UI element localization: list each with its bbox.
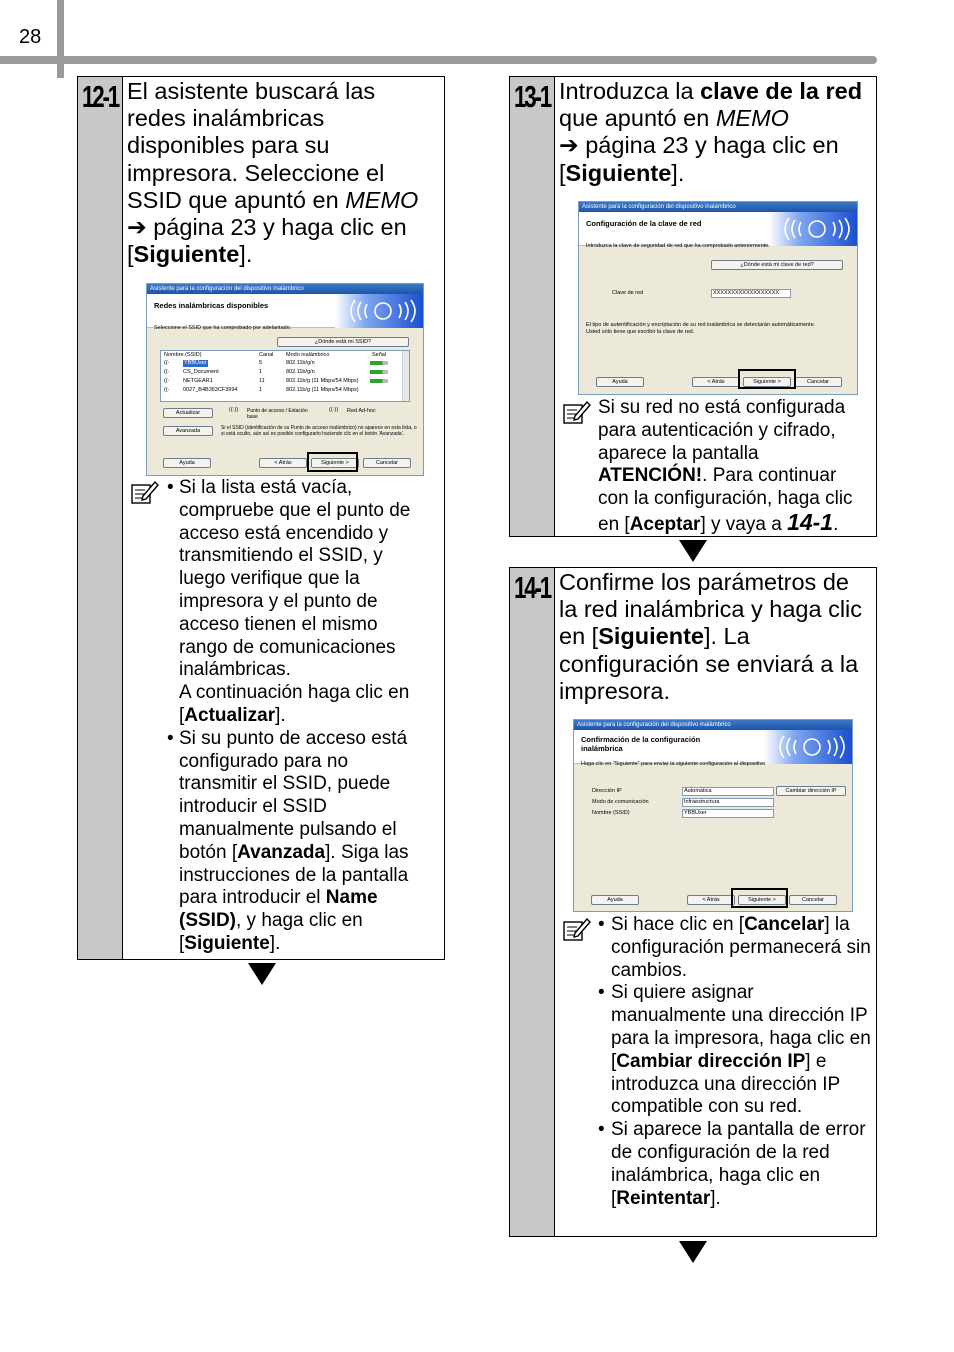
dialog-titlebar: Asistente para la configuración del dispositivo inalámbrico [147, 284, 423, 294]
step-tab [510, 77, 555, 536]
step-14-1-note [563, 914, 871, 1210]
dialog-header-title: Confirmación de la configuración inalámbrica [581, 735, 701, 753]
note-bullet: • Si su punto de acceso está configurado para no transmitir el SSID, puede introducir el SSID manualmente pulsando el botón [Avanzada]. Siga las instrucciones de la pantalla para introducir el Name (SSID), y haga clic en [Siguiente]. [167, 727, 409, 954]
header-vertical-rule [57, 0, 64, 78]
where-is-key-button[interactable]: ¿Dónde está mi clave de red? [711, 260, 843, 270]
row-mode: 802.11b/g (11 Mbps/54 Mbps) [286, 387, 359, 393]
dialog-titlebar: Asistente para la configuración del dispositivo inalámbrico [574, 720, 852, 730]
dialog-titlebar: Asistente para la configuración del dispositivo inalámbrico [579, 202, 857, 212]
ssid-value: YBBUser [682, 809, 774, 818]
ap-icon: ((· [164, 369, 170, 375]
row-mode: 802.11b/g (11 Mbps/54 Mbps) [286, 378, 359, 384]
next-button[interactable]: Siguiente > [743, 377, 791, 387]
wireless-logo-icon [769, 212, 857, 246]
back-button[interactable]: < Atrás [259, 458, 307, 468]
note-bullet: • Si hace clic en [Cancelar] la configuración permanecerá sin cambios. [598, 914, 871, 981]
network-key-label: Clave de red [612, 290, 644, 296]
continue-arrow-icon [679, 1241, 707, 1263]
where-is-ssid-button[interactable]: ¿Dónde está mi SSID? [277, 337, 409, 347]
cancel-button[interactable]: Cancelar [794, 377, 842, 387]
adhoc-legend: Red Ad-hoc [347, 408, 376, 414]
row-channel: 1 [259, 369, 263, 375]
wireless-logo-icon [764, 730, 852, 764]
step-instruction: Introduzca la clave de la red que apuntó en MEMO ➔ página 23 y haga clic en [Siguiente]. [559, 78, 863, 186]
ap-icon: ((· [164, 387, 170, 393]
dialog-instruction: Haga clic en "Siguiente" para enviar la siguiente configuración al dispositivo [581, 761, 766, 767]
step-14-1-box [509, 567, 877, 1237]
step-body [559, 77, 870, 187]
back-button[interactable]: < Atrás [692, 377, 740, 387]
row-ssid: 0027_B4B363CF3994 [183, 387, 238, 393]
column-signal: Señal [372, 352, 387, 358]
column-channel: Canal [259, 352, 274, 358]
next-button-highlight [738, 369, 796, 389]
step-tab [78, 77, 123, 959]
access-point-icon: ((·)) [229, 407, 239, 413]
note-bullet: • Si aparece la pantalla de error de configuración de la red inalámbrica, haga clic en [Reintentar]. [598, 1119, 866, 1209]
advanced-button[interactable]: Avanzada [163, 426, 213, 436]
step-number: 14-1 [514, 570, 551, 605]
dialog-instruction: Introduzca la clave de seguridad de red que ha comprobado anteriormente. [586, 243, 770, 249]
confirm-settings-dialog [573, 719, 853, 912]
comm-mode-value: Infraestructura [682, 798, 774, 807]
ssid-label: Nombre (SSID) [592, 810, 630, 816]
note-pencil-icon [563, 916, 591, 942]
step-13-1-box [509, 76, 877, 537]
row-channel: 5 [259, 360, 263, 366]
step-13-1-note [563, 397, 869, 537]
ap-icon: ((· [164, 378, 170, 384]
step-12-1-note [131, 477, 431, 956]
step-number: 12-1 [82, 79, 119, 114]
row-mode: 802.11b/g/n [286, 369, 315, 375]
auto-detect-note-2: Usted sólo tiene que escribir la clave de red. [586, 329, 695, 335]
note-bullet: • Si la lista está vacía, compruebe que el punto de acceso está encendido y transmitiendo el SSID, y luego verifique que la impresora y el punto de acceso tienen el mismo rango de comunicaciones inalámbricas. A continuación haga clic en [Actualizar]. [167, 477, 411, 726]
continue-arrow-icon [679, 540, 707, 562]
change-ip-button[interactable]: Cambiar dirección IP [776, 786, 846, 796]
dialog-header [579, 212, 857, 246]
dialog-header-title: Redes inalámbricas disponibles [154, 301, 269, 310]
network-list[interactable] [160, 350, 410, 402]
dialog-instruction: Seleccione el SSID que ha comprobado por adelantado. [154, 325, 292, 331]
cancel-button[interactable]: Cancelar [789, 895, 837, 905]
step-number: 13-1 [514, 79, 551, 114]
wireless-logo-icon [335, 294, 423, 328]
comm-mode-label: Modo de comunicación [592, 799, 649, 805]
next-button[interactable]: Siguiente > [311, 458, 359, 468]
help-button[interactable]: Ayuda [591, 895, 639, 905]
ap-icon: ((· [164, 360, 170, 366]
cancel-button[interactable]: Cancelar [363, 458, 411, 468]
dialog-header [147, 294, 423, 328]
ip-address-label: Dirección IP [592, 788, 622, 794]
step-body [127, 77, 438, 268]
next-button[interactable]: Siguiente > [738, 895, 786, 905]
access-point-legend: Punto de acceso / Estación base [247, 408, 308, 420]
auto-detect-note: El tipo de autentificación y encriptación de su red inalámbrica se detectarán automáticamente. [586, 322, 816, 328]
arrow-right-icon: ➔ [127, 214, 147, 241]
available-networks-dialog [146, 283, 424, 476]
update-button[interactable]: Actualizar [163, 408, 213, 418]
step-reference: 14-1 [787, 508, 834, 535]
step-instruction: Confirme los parámetros de la red inalámbrica y haga clic en [Siguiente]. La configuración se enviará a la impresora. [559, 569, 863, 704]
step-12-1-box [77, 76, 445, 960]
network-key-input[interactable]: XXXXXXXXXXXXXXXXXX [711, 289, 791, 298]
note-pencil-icon [131, 479, 159, 505]
help-button[interactable]: Ayuda [596, 377, 644, 387]
next-button-highlight [731, 888, 788, 908]
row-ssid: CS_Document [183, 369, 219, 375]
column-ssid: Nombre (SSID) [164, 352, 202, 358]
next-button-highlight [307, 452, 358, 472]
step-tab [510, 568, 555, 1236]
advanced-note: Si el SSID (identificación de su Punto de acceso inalámbrico) no aparece en esta lista, o si está oculto, aún así es posible configurarlo haciendo clic en el botón 'Avanzada'. [221, 425, 417, 437]
dialog-header [574, 730, 852, 764]
dialog-header-title: Configuración de la clave de red [586, 219, 702, 228]
step-instruction: El asistente buscará las redes inalámbricas disponibles para su impresora. Seleccione el SSID que apuntó en MEMO ➔ página 23 y haga clic en [Siguiente]. [127, 78, 419, 268]
ip-address-value: Automática [682, 787, 774, 796]
column-mode: Modo inalámbrico [286, 352, 330, 358]
header-horizontal-rule [0, 56, 877, 64]
list-scrollbar[interactable] [402, 351, 409, 401]
arrow-right-icon: ➔ [559, 132, 579, 159]
row-mode: 802.11b/g/n [286, 360, 315, 366]
continue-arrow-icon [248, 963, 276, 985]
row-channel: 1 [259, 387, 263, 393]
table-row[interactable] [161, 351, 401, 402]
step-body [559, 568, 870, 705]
page-number: 28 [19, 26, 42, 48]
row-channel: 11 [259, 378, 265, 384]
note-text: Si su red no está configurada para autenticación y cifrado, aparece la pantalla ATENCIÓN!. Para continuar con la configuración, haga clic en [Aceptar] y vaya a 14-1. [598, 397, 853, 535]
note-pencil-icon [563, 399, 591, 425]
row-ssid: YBBUser [184, 360, 207, 366]
adhoc-icon: ((·)) [329, 407, 339, 413]
row-ssid: NETGEAR1 [183, 378, 213, 384]
network-key-dialog [578, 201, 858, 395]
back-button[interactable]: < Atrás [687, 895, 735, 905]
help-button[interactable]: Ayuda [163, 458, 211, 468]
note-bullet: • Si quiere asignar manualmente una dirección IP para la impresora, haga clic en [Cambiar dirección IP] e introduzca una dirección IP compatible con su red. [598, 982, 871, 1118]
